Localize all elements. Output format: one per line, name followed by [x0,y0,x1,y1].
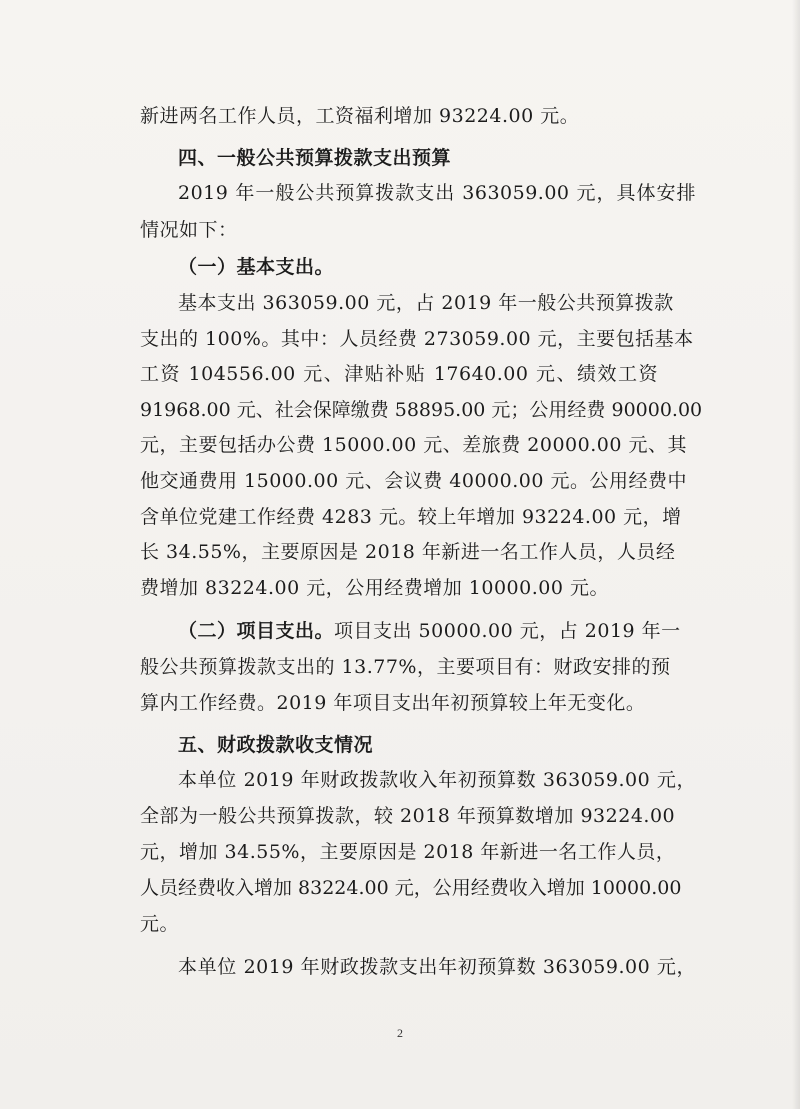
paragraph-line: 长 34.55%，主要原因是 2018 年新进一名工作人员，人员经 [140,541,676,563]
paragraph-line: 元，主要包括办公费 15000.00 元、差旅费 20000.00 元、其 [140,434,687,456]
paragraph-line: 般公共预算拨款支出的 13.77%，主要项目有：财政安排的预 [140,656,671,678]
page-number: 2 [397,1026,403,1040]
paragraph-line: 2019 年一般公共预算拨款支出 363059.00 元，具体安排 [178,182,696,204]
paragraph-line: 本单位 2019 年财政拨款收入年初预算数 363059.00 元， [178,769,696,791]
paragraph-line: 91968.00 元、社会保障缴费 58895.00 元；公用经费 90000.00 [140,399,703,421]
paragraph-line: 人员经费收入增加 83224.00 元，公用经费收入增加 10000.00 [140,877,682,899]
section-heading-4: 四、一般公共预算拨款支出预算 [178,147,452,169]
paragraph-line: 含单位党建工作经费 4283 元。较上年增加 93224.00 元，增 [140,506,682,528]
paragraph-line: 支出的 100%。其中：人员经费 273059.00 元，主要包括基本 [140,328,694,350]
paragraph-line: 费增加 83224.00 元，公用经费增加 10000.00 元。 [140,577,609,599]
paragraph-line-with-subhead [178,618,681,644]
paragraph-line: 元。 [140,913,180,935]
section-heading-5: 五、财政拨款收支情况 [178,734,374,756]
subsection-heading-2: （二）项目支出。 [178,620,335,642]
paragraph-line: 基本支出 363059.00 元，占 2019 年一般公共预算拨款 [178,292,674,314]
paragraph-line: 他交通费用 15000.00 元、会议费 40000.00 元。公用经费中 [140,470,687,492]
paragraph-line: 新进两名工作人员，工资福利增加 93224.00 元。 [140,105,580,127]
paragraph-line: 情况如下： [140,219,238,241]
paragraph-line: 算内工作经费。2019 年项目支出年初预算较上年无变化。 [140,692,646,714]
paragraph-line: 元，增加 34.55%，主要原因是 2018 年新进一名工作人员， [140,841,676,863]
subsection-heading-1: （一）基本支出。 [178,256,335,278]
paragraph-line: 工资 104556.00 元、津贴补贴 17640.00 元、绩效工资 [140,363,658,385]
paragraph-line: 本单位 2019 年财政拨款支出年初预算数 363059.00 元， [178,956,696,978]
paragraph-line: 全部为一般公共预算拨款，较 2018 年预算数增加 93224.00 [140,805,676,827]
paragraph-text: 项目支出 50000.00 元，占 2019 年一 [334,620,681,642]
